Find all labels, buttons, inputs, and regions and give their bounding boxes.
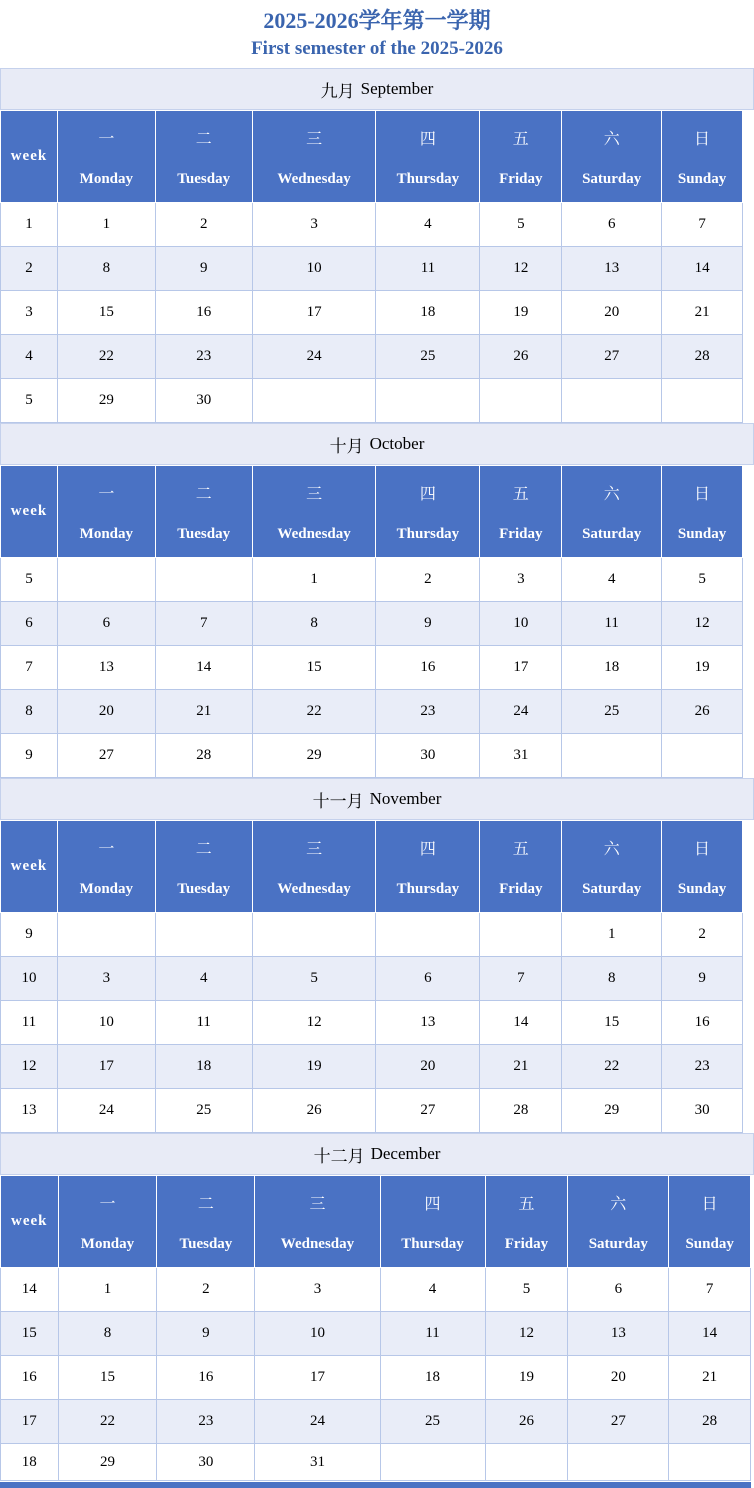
day-name-en: Saturday	[582, 880, 642, 897]
day-name-cn-icon: 二	[195, 840, 212, 858]
date-cell	[562, 379, 662, 423]
week-row	[1, 1444, 751, 1481]
day-name-cn-icon: 五	[518, 1195, 535, 1213]
date-cell: 13	[376, 1001, 480, 1045]
day-name-cn-icon: 五	[512, 485, 529, 503]
date-cell: 22	[57, 335, 155, 379]
week-number-cell: 12	[1, 1045, 58, 1089]
date-cell: 5	[480, 203, 562, 247]
week-number-cell: 15	[1, 1312, 59, 1356]
date-cell: 20	[562, 291, 662, 335]
date-cell: 23	[157, 1400, 255, 1444]
week-number-cell: 10	[1, 957, 58, 1001]
month-band	[0, 1133, 754, 1175]
date-cell: 13	[562, 247, 662, 291]
date-cell: 14	[480, 1001, 562, 1045]
date-cell: 27	[568, 1400, 669, 1444]
date-cell: 11	[380, 1312, 485, 1356]
week-number-cell: 11	[1, 1001, 58, 1045]
date-cell	[57, 558, 155, 602]
day-column-header-saturday	[562, 111, 662, 203]
day-name-cn-icon: 六	[603, 130, 620, 148]
date-cell: 18	[376, 291, 480, 335]
date-cell: 22	[252, 690, 376, 734]
date-cell: 26	[662, 690, 743, 734]
week-number-cell: 18	[1, 1444, 59, 1481]
date-cell: 4	[380, 1268, 485, 1312]
day-name-en: Sunday	[685, 1235, 734, 1252]
week-row	[1, 1089, 743, 1133]
day-name-cn-icon: 四	[419, 130, 436, 148]
date-cell: 8	[252, 602, 376, 646]
month-section-december	[0, 1133, 754, 1481]
date-cell: 2	[376, 558, 480, 602]
day-name-en: Tuesday	[177, 170, 231, 187]
date-cell: 16	[376, 646, 480, 690]
date-cell: 23	[376, 690, 480, 734]
week-number-cell: 16	[1, 1356, 59, 1400]
date-cell	[662, 734, 743, 778]
day-column-header-thursday	[376, 466, 480, 558]
day-column-header-wednesday	[252, 466, 376, 558]
week-number-cell: 6	[1, 602, 58, 646]
date-cell: 4	[562, 558, 662, 602]
date-cell: 14	[669, 1312, 751, 1356]
day-name-en: Friday	[499, 525, 543, 542]
day-column-header-monday	[57, 821, 155, 913]
month-band	[0, 778, 754, 820]
date-cell: 10	[57, 1001, 155, 1045]
day-name-cn-icon: 一	[99, 1195, 116, 1213]
day-name-en: Friday	[504, 1235, 549, 1252]
week-row	[1, 203, 743, 247]
day-column-header-monday	[57, 466, 155, 558]
week-number-cell: 8	[1, 690, 58, 734]
date-cell: 12	[485, 1312, 568, 1356]
date-cell: 1	[57, 203, 155, 247]
week-row	[1, 1268, 751, 1312]
date-cell: 14	[155, 646, 252, 690]
date-cell	[662, 379, 743, 423]
date-cell: 26	[252, 1089, 376, 1133]
day-name-en: Sunday	[677, 880, 727, 897]
week-number-cell: 4	[1, 335, 58, 379]
day-name-en: Wednesday	[277, 170, 351, 187]
day-column-header-sunday	[662, 111, 743, 203]
day-column-header-sunday	[662, 821, 743, 913]
month-name-en: October	[369, 434, 425, 453]
day-column-header-monday	[57, 111, 155, 203]
month-name-cn: 十一月	[312, 791, 364, 811]
day-name-en: Wednesday	[277, 525, 351, 542]
date-cell: 23	[662, 1045, 743, 1089]
date-cell: 30	[155, 379, 252, 423]
date-cell: 9	[662, 957, 743, 1001]
day-column-header-friday	[485, 1176, 568, 1268]
day-name-en: Tuesday	[179, 1235, 233, 1252]
date-cell: 8	[58, 1312, 157, 1356]
date-cell: 24	[255, 1400, 380, 1444]
day-name-en: Thursday	[396, 525, 460, 542]
day-name-en: Thursday	[396, 170, 460, 187]
date-cell: 7	[669, 1268, 751, 1312]
date-cell: 9	[376, 602, 480, 646]
day-name-en: Wednesday	[280, 1235, 355, 1252]
day-column-header-sunday	[669, 1176, 751, 1268]
month-section-november	[0, 778, 754, 1133]
date-cell: 31	[480, 734, 562, 778]
date-cell: 1	[562, 913, 662, 957]
date-cell: 15	[252, 646, 376, 690]
week-column-header: week	[1, 111, 58, 203]
date-cell: 17	[480, 646, 562, 690]
day-column-header-saturday	[562, 466, 662, 558]
date-cell: 6	[57, 602, 155, 646]
day-column-header-thursday	[380, 1176, 485, 1268]
date-cell: 10	[255, 1312, 380, 1356]
date-cell: 10	[252, 247, 376, 291]
month-name-en: September	[360, 79, 434, 98]
week-row	[1, 1400, 751, 1444]
day-name-en: Tuesday	[177, 525, 231, 542]
date-cell: 11	[155, 1001, 252, 1045]
week-row	[1, 335, 743, 379]
date-cell: 6	[568, 1268, 669, 1312]
week-row	[1, 1356, 751, 1400]
date-cell: 4	[376, 203, 480, 247]
months-container	[0, 68, 754, 1481]
day-column-header-sunday	[662, 466, 743, 558]
month-name-en: December	[370, 1144, 441, 1163]
day-name-en: Tuesday	[177, 880, 231, 897]
month-section-september	[0, 68, 754, 423]
day-name-cn-icon: 三	[309, 1195, 326, 1213]
week-number-cell: 7	[1, 646, 58, 690]
date-cell: 20	[57, 690, 155, 734]
day-name-cn-icon: 二	[195, 130, 212, 148]
date-cell: 3	[252, 203, 376, 247]
week-row	[1, 247, 743, 291]
day-name-en: Monday	[79, 880, 133, 897]
date-cell: 27	[57, 734, 155, 778]
day-column-header-tuesday	[157, 1176, 255, 1268]
day-column-header-thursday	[376, 821, 480, 913]
date-cell: 3	[255, 1268, 380, 1312]
date-cell	[155, 558, 252, 602]
week-column-header: week	[1, 466, 58, 558]
week-row	[1, 646, 743, 690]
day-name-en: Friday	[499, 880, 543, 897]
date-cell	[57, 913, 155, 957]
date-cell: 21	[662, 291, 743, 335]
day-name-cn-icon: 日	[694, 130, 711, 148]
date-cell: 6	[376, 957, 480, 1001]
day-column-header-saturday	[562, 821, 662, 913]
week-number-cell: 14	[1, 1268, 59, 1312]
date-cell: 12	[480, 247, 562, 291]
date-cell: 8	[57, 247, 155, 291]
day-name-cn-icon: 日	[694, 840, 711, 858]
calendar-table	[0, 1175, 751, 1481]
day-name-en: Saturday	[582, 525, 642, 542]
date-cell: 2	[157, 1268, 255, 1312]
date-cell: 19	[252, 1045, 376, 1089]
day-name-cn-icon: 四	[424, 1195, 441, 1213]
day-name-en: Thursday	[396, 880, 460, 897]
date-cell: 25	[376, 335, 480, 379]
date-cell: 20	[376, 1045, 480, 1089]
day-column-header-wednesday	[255, 1176, 380, 1268]
month-band	[0, 68, 754, 110]
next-month-header-cutoff	[0, 1482, 751, 1488]
date-cell: 3	[57, 957, 155, 1001]
day-name-en: Monday	[80, 1235, 135, 1252]
date-cell: 17	[57, 1045, 155, 1089]
date-cell: 26	[480, 335, 562, 379]
date-cell	[562, 734, 662, 778]
date-cell: 1	[252, 558, 376, 602]
date-cell	[155, 913, 252, 957]
date-cell: 27	[562, 335, 662, 379]
week-number-cell: 2	[1, 247, 58, 291]
week-row	[1, 1001, 743, 1045]
date-cell: 24	[252, 335, 376, 379]
date-cell: 9	[155, 247, 252, 291]
week-column-header: week	[1, 1176, 59, 1268]
month-section-october	[0, 423, 754, 778]
date-cell	[252, 379, 376, 423]
day-column-header-tuesday	[155, 111, 252, 203]
week-number-cell: 3	[1, 291, 58, 335]
date-cell: 23	[155, 335, 252, 379]
date-cell: 29	[57, 379, 155, 423]
day-column-header-friday	[480, 466, 562, 558]
month-band	[0, 423, 754, 465]
day-column-header-friday	[480, 821, 562, 913]
week-row	[1, 734, 743, 778]
date-cell: 14	[662, 247, 743, 291]
date-cell: 9	[157, 1312, 255, 1356]
month-name-cn: 十月	[329, 436, 364, 456]
date-cell: 5	[252, 957, 376, 1001]
date-cell: 28	[480, 1089, 562, 1133]
day-name-cn-icon: 日	[694, 485, 711, 503]
day-name-en: Sunday	[677, 170, 727, 187]
day-column-header-monday	[58, 1176, 157, 1268]
date-cell: 19	[480, 291, 562, 335]
day-name-en: Thursday	[401, 1235, 464, 1252]
week-number-cell: 13	[1, 1089, 58, 1133]
week-number-cell: 5	[1, 558, 58, 602]
date-cell: 28	[669, 1400, 751, 1444]
month-name-cn: 十二月	[313, 1146, 365, 1166]
date-cell: 18	[155, 1045, 252, 1089]
date-cell: 18	[380, 1356, 485, 1400]
date-cell: 22	[58, 1400, 157, 1444]
date-cell: 8	[562, 957, 662, 1001]
day-name-cn-icon: 五	[512, 840, 529, 858]
date-cell: 24	[57, 1089, 155, 1133]
week-column-header: week	[1, 821, 58, 913]
month-name-en: November	[369, 789, 442, 808]
date-cell: 3	[480, 558, 562, 602]
month-name-cn: 九月	[320, 81, 355, 101]
day-name-en: Wednesday	[277, 880, 351, 897]
page-title: 2025-2026学年第一学期	[263, 8, 491, 33]
week-number-cell: 1	[1, 203, 58, 247]
date-cell: 29	[252, 734, 376, 778]
date-cell: 28	[155, 734, 252, 778]
day-name-cn-icon: 六	[603, 840, 620, 858]
date-cell: 21	[669, 1356, 751, 1400]
date-cell: 7	[155, 602, 252, 646]
date-cell: 19	[662, 646, 743, 690]
day-name-cn-icon: 三	[306, 485, 323, 503]
week-row	[1, 1312, 751, 1356]
day-name-cn-icon: 三	[306, 130, 323, 148]
date-cell: 5	[662, 558, 743, 602]
day-column-header-tuesday	[155, 821, 252, 913]
day-column-header-tuesday	[155, 466, 252, 558]
date-cell: 15	[57, 291, 155, 335]
day-name-en: Monday	[79, 170, 133, 187]
date-cell	[480, 913, 562, 957]
date-cell: 25	[155, 1089, 252, 1133]
day-name-cn-icon: 六	[610, 1195, 627, 1213]
date-cell	[376, 379, 480, 423]
week-row	[1, 957, 743, 1001]
date-cell: 15	[562, 1001, 662, 1045]
date-cell: 16	[662, 1001, 743, 1045]
day-name-cn-icon: 四	[419, 485, 436, 503]
date-cell: 7	[662, 203, 743, 247]
date-cell: 20	[568, 1356, 669, 1400]
date-cell: 11	[562, 602, 662, 646]
date-cell: 18	[562, 646, 662, 690]
date-cell: 13	[568, 1312, 669, 1356]
day-name-en: Monday	[79, 525, 133, 542]
date-cell: 2	[155, 203, 252, 247]
date-cell: 26	[485, 1400, 568, 1444]
date-cell: 1	[58, 1268, 157, 1312]
date-cell: 12	[252, 1001, 376, 1045]
date-cell: 29	[562, 1089, 662, 1133]
date-cell	[252, 913, 376, 957]
date-cell: 21	[155, 690, 252, 734]
date-cell: 28	[662, 335, 743, 379]
page-subtitle: First semester of the 2025-2026	[251, 38, 503, 59]
date-cell: 25	[380, 1400, 485, 1444]
date-cell	[568, 1444, 669, 1481]
day-name-cn-icon: 六	[603, 485, 620, 503]
day-name-cn-icon: 一	[98, 840, 115, 858]
date-cell: 13	[57, 646, 155, 690]
date-cell: 27	[376, 1089, 480, 1133]
date-cell: 30	[376, 734, 480, 778]
day-name-en: Sunday	[677, 525, 727, 542]
week-row	[1, 1045, 743, 1089]
week-row	[1, 558, 743, 602]
day-column-header-thursday	[376, 111, 480, 203]
week-number-cell: 5	[1, 379, 58, 423]
date-cell	[480, 379, 562, 423]
date-cell: 22	[562, 1045, 662, 1089]
date-cell: 6	[562, 203, 662, 247]
date-cell: 15	[58, 1356, 157, 1400]
week-row	[1, 291, 743, 335]
day-name-cn-icon: 一	[98, 485, 115, 503]
date-cell: 24	[480, 690, 562, 734]
date-cell: 31	[255, 1444, 380, 1481]
date-cell: 30	[157, 1444, 255, 1481]
week-row	[1, 690, 743, 734]
date-cell	[485, 1444, 568, 1481]
date-cell: 10	[480, 602, 562, 646]
date-cell	[376, 913, 480, 957]
date-cell: 17	[252, 291, 376, 335]
date-cell: 19	[485, 1356, 568, 1400]
day-name-cn-icon: 二	[197, 1195, 214, 1213]
week-row	[1, 913, 743, 957]
day-name-cn-icon: 四	[419, 840, 436, 858]
week-number-cell: 17	[1, 1400, 59, 1444]
day-column-header-wednesday	[252, 111, 376, 203]
date-cell: 11	[376, 247, 480, 291]
day-name-cn-icon: 一	[98, 130, 115, 148]
date-cell: 25	[562, 690, 662, 734]
calendar-table	[0, 110, 743, 423]
date-cell: 12	[662, 602, 743, 646]
day-name-en: Saturday	[588, 1235, 648, 1252]
week-number-cell: 9	[1, 913, 58, 957]
day-column-header-wednesday	[252, 821, 376, 913]
date-cell: 7	[480, 957, 562, 1001]
date-cell: 17	[255, 1356, 380, 1400]
week-row	[1, 379, 743, 423]
date-cell: 29	[58, 1444, 157, 1481]
date-cell	[380, 1444, 485, 1481]
date-cell: 16	[157, 1356, 255, 1400]
date-cell: 5	[485, 1268, 568, 1312]
day-name-cn-icon: 二	[195, 485, 212, 503]
title-block	[0, 0, 754, 68]
day-name-en: Saturday	[582, 170, 642, 187]
date-cell: 2	[662, 913, 743, 957]
day-name-cn-icon: 日	[701, 1195, 718, 1213]
week-row	[1, 602, 743, 646]
calendar-table	[0, 820, 743, 1133]
day-name-cn-icon: 五	[512, 130, 529, 148]
date-cell: 21	[480, 1045, 562, 1089]
date-cell: 4	[155, 957, 252, 1001]
day-name-en: Friday	[499, 170, 543, 187]
date-cell: 16	[155, 291, 252, 335]
day-column-header-friday	[480, 111, 562, 203]
date-cell	[669, 1444, 751, 1481]
day-name-cn-icon: 三	[306, 840, 323, 858]
day-column-header-saturday	[568, 1176, 669, 1268]
week-number-cell: 9	[1, 734, 58, 778]
date-cell: 30	[662, 1089, 743, 1133]
calendar-table	[0, 465, 743, 778]
